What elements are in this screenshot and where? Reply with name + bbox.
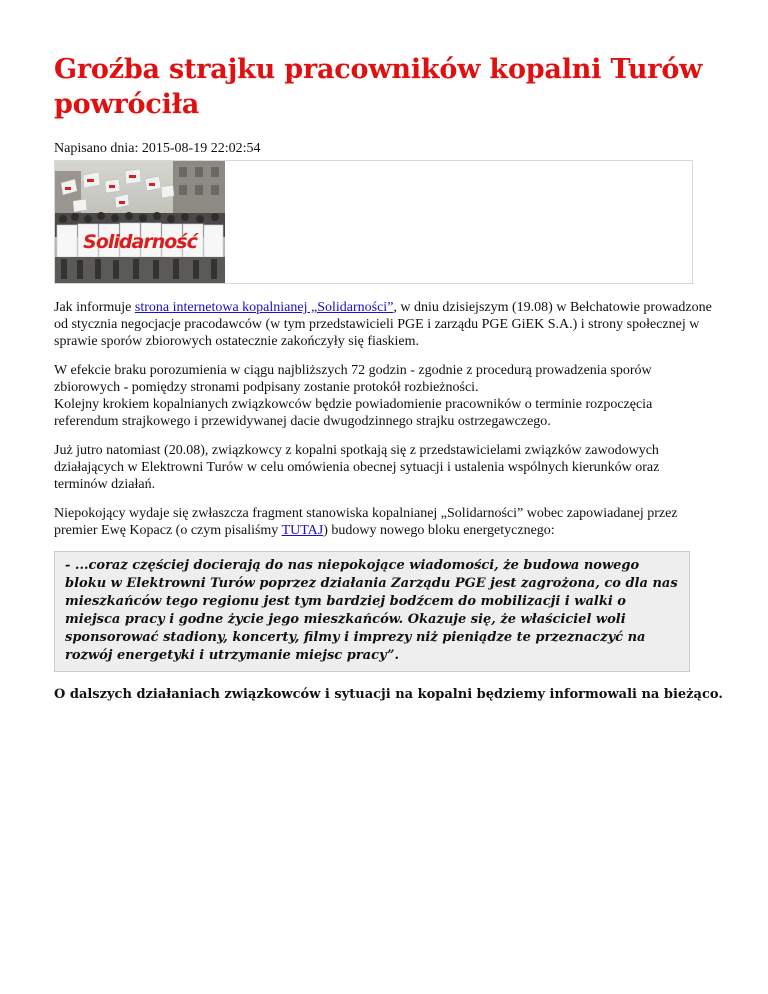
paragraph-4-intro: Niepokojący wydaje się zwłaszcza fragment stanowiska kopalnianej „Solidarności” wobec zapowiadanej przez premier Ewę Kopacz (o czym pisaliśmy [54, 506, 678, 538]
paragraph-2b: Kolejny krokiem kopalnianych związkowców będzie powiadomienie pracowników o terminie rozpoczęcia referendum strajkowego i przewidywanej dacie dwugodzinnego strajku ostrzegawczego. [54, 397, 653, 429]
tutaj-link[interactable]: TUTAJ [281, 523, 324, 538]
article-title: Groźba strajku pracowników kopalni Turów powróciła [54, 54, 703, 120]
article [54, 52, 723, 703]
quote-block: - ...coraz częściej docierają do nas niepokojące wiadomości, że budowa nowego bloku w Elektrowni Turów poprzez działania Zarządu PGE jest zagrożona, co dla nas mieszkańców tego regionu jest tym bardziej bodźcem do mobilizacji i walki o miejsca pracy i godne życie jego mieszkańców. Okazuje się, że właściciel woli sponsorować stadiony, koncerty, filmy i imprezy niż pieniądze te przeznaczyć na rozwój energetyki i utrzymanie miejsc pracy”. [54, 551, 690, 672]
paragraph-4 [54, 505, 714, 539]
paragraph-1-intro: Jak informuje [54, 300, 135, 315]
paragraph-4-rest: ) budowy nowego bloku energetycznego: [323, 523, 555, 538]
solidarnosc-website-link[interactable]: strona internetowa kopalnianej „Solidarności” [134, 300, 394, 315]
article-photo [55, 161, 225, 283]
paragraph-2a: W efekcie braku porozumienia w ciągu najbliższych 72 godzin - zgodnie z procedurą prowadzenia sporów zbiorowych - pomiędzy stronami podpisany zostanie protokół rozbieżności. [54, 363, 652, 395]
paragraph-1-rest: , w dniu dzisiejszym (19.08) w Bełchatowie prowadzone od stycznia negocjacje pracodawców (w tym przedstawicieli PGE i zarządu PGE GiEK S.A.) i strony społecznej w sprawie sporów zbiorowych ostatecznie zakończyły się fiaskiem. [54, 300, 712, 349]
photo-frame [54, 160, 693, 284]
closing-statement: O dalszych działaniach związkowców i sytuacji na kopalni będziemy informowali na bieżąco. [54, 687, 723, 702]
paragraph-1 [54, 299, 714, 350]
paragraph-2 [54, 362, 714, 430]
banner-text: Solidarność [83, 231, 197, 253]
paragraph-3: Już jutro natomiast (20.08), związkowcy z kopalni spotkają się z przedstawicielami związków zawodowych działających w Elektrowni Turów w celu omówienia obecnej sytuacji i ustalenia wspólnych kierunków oraz terminów działań. [54, 443, 660, 492]
publish-date: Napisano dnia: 2015-08-19 22:02:54 [54, 141, 261, 156]
